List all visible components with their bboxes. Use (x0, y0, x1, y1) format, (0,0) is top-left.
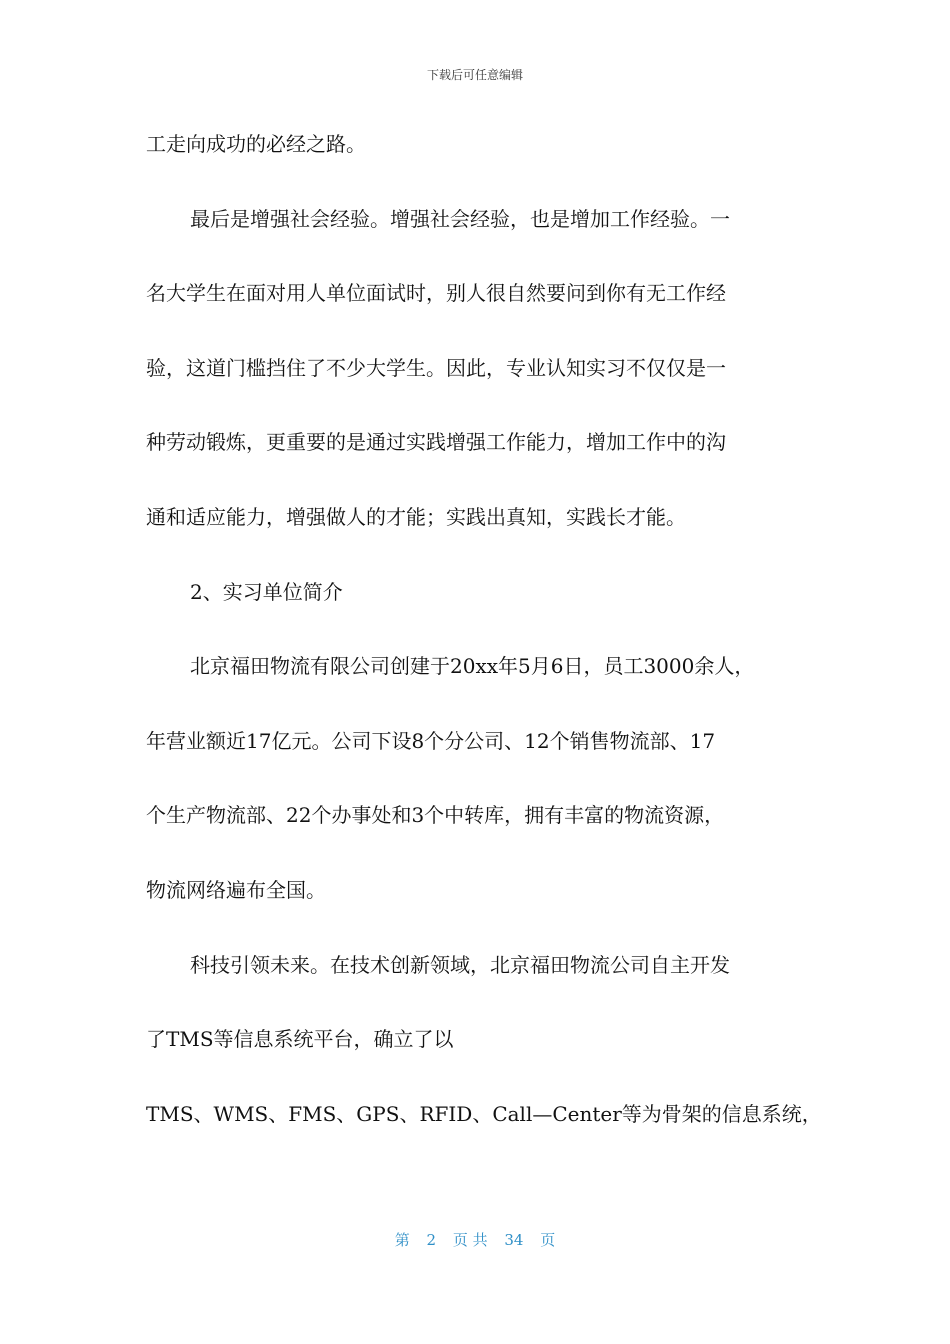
text-line: 个生产物流部、22个办事处和3个中转库，拥有丰富的物流资源， (146, 803, 725, 828)
total-label: 页 共 (452, 1231, 488, 1249)
text-line: 名大学生在面对用人单位面试时，别人很自然要问到你有无工作经 (146, 281, 726, 306)
text-line: 北京福田物流有限公司创建于20xx年5月6日，员工3000余人， (190, 654, 755, 679)
text-line: 物流网络遍布全国。 (146, 877, 326, 902)
text-line: 了TMS等信息系统平台，确立了以 (146, 1027, 454, 1052)
text-line: 最后是增强社会经验。增强社会经验，也是增加工作经验。一 (190, 206, 730, 231)
total-pages: 34 (504, 1231, 524, 1249)
page-header: 下载后可任意编辑 (426, 68, 523, 82)
text-line: 验，这道门槛挡住了不少大学生。因此，专业认知实习不仅仅是一 (146, 355, 726, 380)
text-line: TMS、WMS、FMS、GPS、RFID、Call—Center等为骨架的信息系统， (146, 1101, 822, 1126)
section-heading: 2、实习单位简介 (190, 579, 343, 604)
page-label: 第 (394, 1231, 410, 1249)
end-label: 页 (540, 1231, 556, 1249)
text-line: 年营业额近17亿元。公司下设8个分公司、12个销售物流部、17 (146, 728, 716, 753)
text-line: 工走向成功的必经之路。 (146, 132, 366, 156)
text-line: 种劳动锻炼，更重要的是通过实践增强工作能力，增加工作中的沟 (146, 430, 726, 455)
text-line: 通和适应能力，增强做人的才能；实践出真知，实践长才能。 (146, 504, 686, 529)
document-body (146, 124, 826, 1168)
text-line: 科技引领未来。在技术创新领域，北京福田物流公司自主开发 (190, 952, 730, 977)
page-number: 2 (426, 1231, 437, 1249)
page-footer (0, 1229, 950, 1250)
